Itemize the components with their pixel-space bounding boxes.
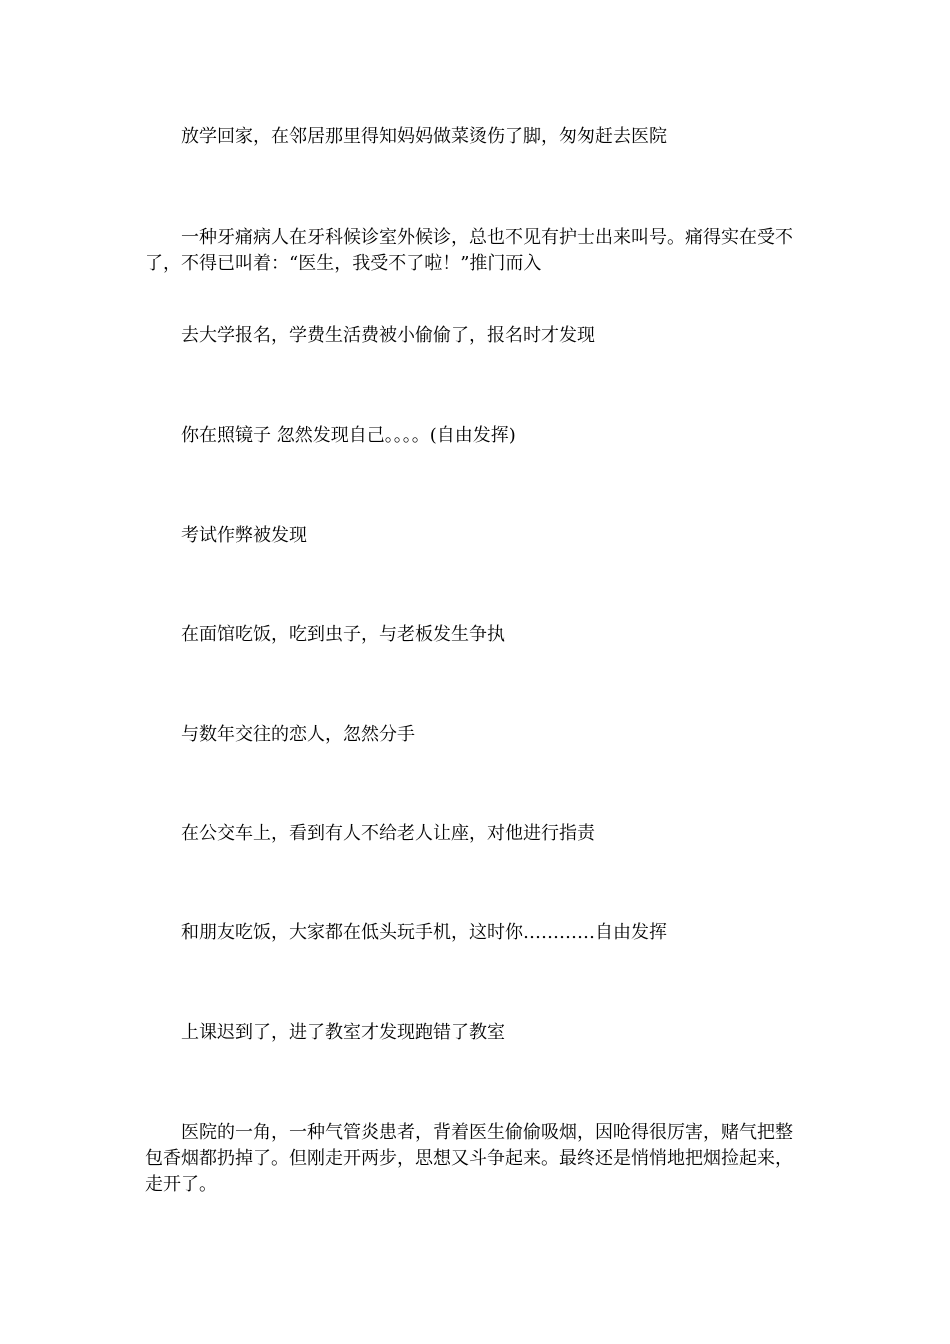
paragraph-5: 考试作弊被发现 — [181, 525, 307, 546]
paragraph-2: 一种牙痛病人在牙科候诊室外候诊，总也不见有护士出来叫号。痛得实在受不了，不得已叫着：“医生，我受不了啦！”推门而入 — [145, 227, 793, 274]
paragraph-9: 和朋友吃饭，大家都在低头玩手机，这时你…………自由发挥 — [181, 922, 667, 943]
paragraph-7: 与数年交往的恋人，忽然分手 — [181, 724, 415, 745]
paragraph-6: 在面馆吃饭，吃到虫子，与老板发生争执 — [181, 624, 505, 645]
paragraph-8: 在公交车上，看到有人不给老人让座，对他进行指责 — [181, 823, 595, 844]
paragraph-4: 你在照镜子 忽然发现自己。。。。(自由发挥) — [181, 425, 516, 446]
paragraph-10: 上课迟到了，进了教室才发现跑错了教室 — [181, 1022, 505, 1043]
paragraph-3: 去大学报名，学费生活费被小偷偷了，报名时才发现 — [181, 325, 595, 346]
paragraph-1: 放学回家，在邻居那里得知妈妈做菜烫伤了脚，匆匆赶去医院 — [181, 126, 667, 147]
paragraph-11: 医院的一角，一种气管炎患者，背着医生偷偷吸烟，因呛得很厉害，赌气把整包香烟都扔掉了。但刚走开两步，思想又斗争起来。最终还是悄悄地把烟捡起来，走开了。 — [145, 1122, 793, 1195]
